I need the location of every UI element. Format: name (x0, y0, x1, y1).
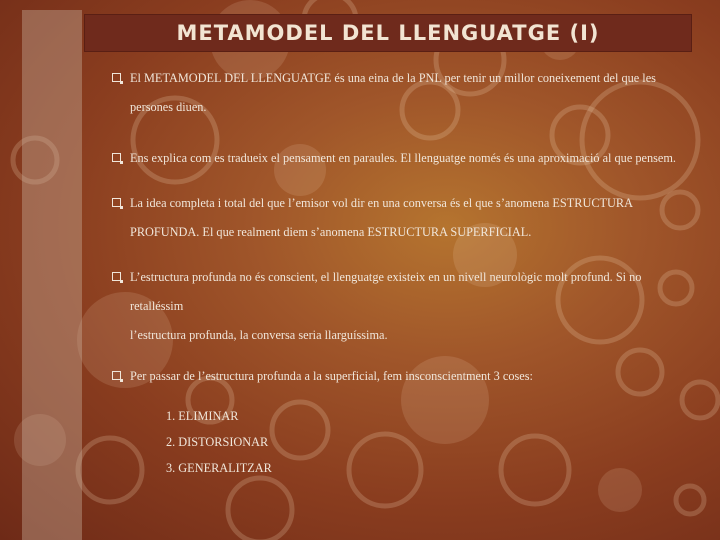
checkbox-bullet-icon (112, 153, 121, 162)
bullet-line: PROFUNDA. El que realment diem s’anomena ESTRUCTURA SUPERFICIAL. (130, 225, 532, 239)
bullet-line: persones diuen. (130, 100, 207, 114)
bullet-item (112, 362, 692, 391)
checkbox-bullet-icon (112, 272, 121, 281)
bullet-line: Per passar de l’estructura profunda a la superficial, fem insconscientment 3 coses: (130, 369, 533, 383)
slide-content (112, 64, 692, 481)
bullet-item (112, 189, 692, 247)
checkbox-bullet-icon (112, 371, 121, 380)
checkbox-bullet-icon (112, 198, 121, 207)
side-strip (22, 10, 82, 540)
bullet-line: L’estructura profunda no és conscient, el llenguatge existeix en un nivell neurològic molt profund. Si no retalléssim (130, 270, 642, 313)
sub-item: 1. ELIMINAR (166, 409, 239, 423)
slide-title: METAMODEL DEL LLENGUATGE (I) (176, 21, 600, 45)
sub-item: 2. DISTORSIONAR (166, 435, 269, 449)
sub-item: 3. GENERALITZAR (166, 461, 272, 475)
bullet-item (112, 144, 692, 173)
bullet-item (112, 263, 692, 350)
bullet-line: La idea completa i total del que l’emisor vol dir en una conversa és el que s’anomena ESTRUCTURA (130, 196, 634, 210)
bullet-line: Ens explica com es tradueix el pensament en paraules. El llenguatge només és una aproximació al que pensem. (130, 151, 676, 165)
bullet-line: El METAMODEL DEL LLENGUATGE és una eina de la PNL per tenir un millor coneixement del que les (130, 71, 656, 85)
checkbox-bullet-icon (112, 73, 121, 82)
bullet-item (112, 64, 692, 122)
bullet-line: l’estructura profunda, la conversa seria llarguíssima. (130, 328, 388, 342)
title-bar (84, 14, 692, 52)
